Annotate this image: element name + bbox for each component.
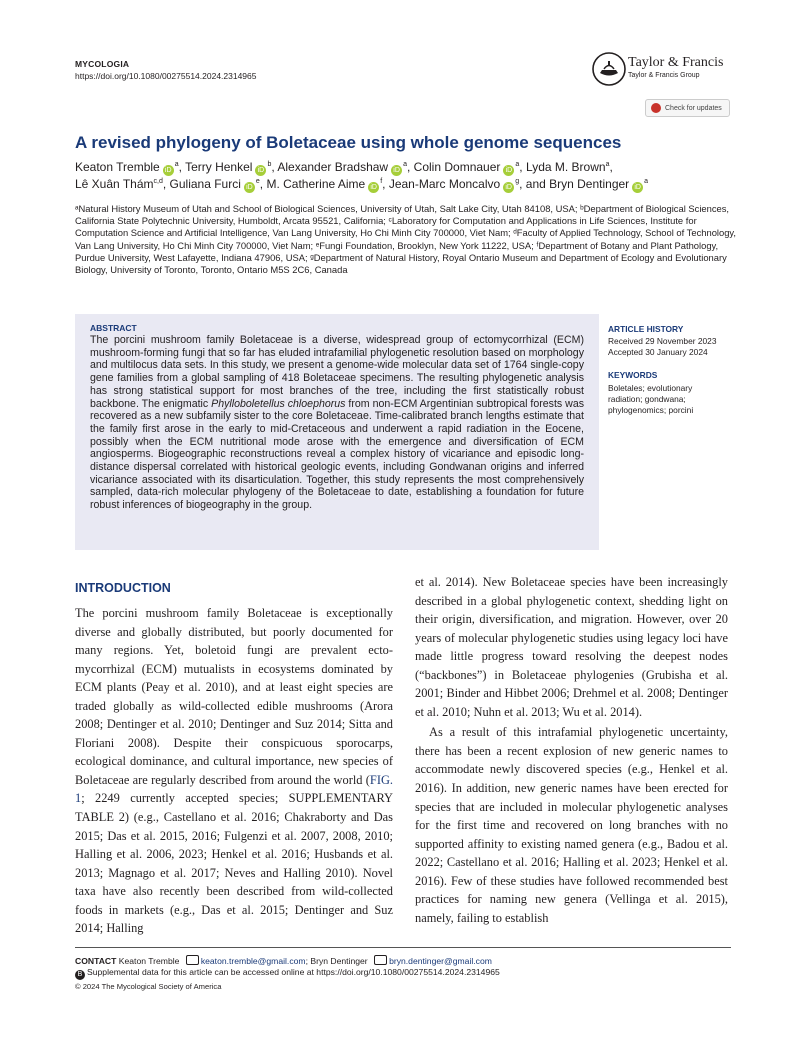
article-history-heading: ARTICLE HISTORY <box>608 324 684 334</box>
article-history <box>608 324 738 358</box>
author-affiliation-marker: a <box>605 161 610 168</box>
author-name: Terry Henkel <box>185 160 253 174</box>
keywords <box>608 370 718 416</box>
publisher-group: Taylor & Francis Group <box>628 72 700 79</box>
journal-name: MYCOLOGIA <box>75 59 130 69</box>
orcid-icon[interactable]: iD <box>632 182 643 193</box>
supplemental-icon: B <box>75 970 85 980</box>
species-name: Phylloboletellus chloephorus <box>211 397 346 410</box>
received-date: Received 29 November 2023 <box>608 336 717 346</box>
author-affiliation-marker: b <box>267 161 272 168</box>
author-name: M. Catherine Aime <box>266 177 366 191</box>
footer-divider <box>75 947 731 948</box>
orcid-icon[interactable]: iD <box>255 165 266 176</box>
author-list <box>75 159 735 193</box>
contact-line: CONTACT Keaton Tremble keaton.tremble@gmail.com; Bryn Dentinger bryn.dentinger@gmail.com <box>75 956 492 966</box>
orcid-icon[interactable]: iD <box>163 165 174 176</box>
abstract-heading: ABSTRACT <box>90 323 137 333</box>
check-updates-label: Check for updates <box>665 104 722 112</box>
introduction-heading: INTRODUCTION <box>75 581 171 595</box>
supplemental-line: B Supplemental data for this article can be accessed online at https://doi.org/10.1080/00275514.2024.2314965 <box>75 967 500 980</box>
article-doi-link[interactable]: https://doi.org/10.1080/00275514.2024.2314965 <box>75 71 257 81</box>
author-affiliation-marker: g <box>515 178 520 185</box>
accepted-date: Accepted 30 January 2024 <box>608 347 708 357</box>
orcid-icon[interactable]: iD <box>244 182 255 193</box>
author-affiliation-marker: a <box>403 161 407 168</box>
abstract-text: The porcini mushroom family Boletaceae is a diverse, widespread group of ectomycorrhizal (ECM) mushroom-forming fungi that so far has eluded intrafamilial phylogenetic resolution based on morphology and multilocus data sets. In this study, we present a genome-wide molecular data set of 1764 single-copy gene families from a global sampling of 418 Boletaceae specimens. The resulting phylogenetic analysis has strong statistical support for most branches of the tree, including the first statistically robust backbone. The enigmatic Phylloboletellus chloephorus from non-ECM Argentinian subtropical forests was recovered as a new subfamily sister to the core Boletaceae. Time-calibrated branch lengths estimate that the family first arose in the early to mid-Cretaceous and underwent a rapid radiation in the Eocene, possibly when the ECM nutritional mode arose with the emergence and diversification of ECM angiosperms. Biogeographic reconstructions reveal a complex history of vicariance and episodic long-distance dispersal correlated with historical geologic events, including Gondwanan origins and inferred vicariance associated with its disarticulation. Together, this study represents the most comprehensively sampled, data-rich molecular phylogeny of the Boletaceae to date, establishing a foundation for future robust inferences of biogeography in the group. <box>90 334 585 512</box>
email-icon <box>374 955 387 965</box>
copyright: © 2024 The Mycological Society of America <box>75 982 222 991</box>
author-name: Lê Xuân Thám <box>75 177 154 191</box>
author-name: Jean-Marc Moncalvo <box>388 177 501 191</box>
author-name: Guliana Furci <box>169 177 241 191</box>
author-affiliation-marker: c,d <box>153 178 163 185</box>
author-name: Alexander Bradshaw <box>277 160 389 174</box>
email-icon <box>186 955 199 965</box>
taylor-francis-logo-icon <box>592 52 626 86</box>
author-name: Colin Domnauer <box>413 160 501 174</box>
author-affiliation-marker: a <box>174 161 179 168</box>
orcid-icon[interactable]: iD <box>368 182 379 193</box>
author-name: Keaton Tremble <box>75 160 160 174</box>
orcid-icon[interactable]: iD <box>391 165 402 176</box>
author-affiliation-marker: f <box>380 178 383 185</box>
author-affiliation-marker: a <box>515 161 520 168</box>
author-name: Lyda M. Brown <box>525 160 606 174</box>
orcid-icon[interactable]: iD <box>503 182 514 193</box>
figure-1-link[interactable]: FIG. 1 <box>75 772 393 806</box>
publisher-name: Taylor & Francis <box>628 55 724 70</box>
body-column-right <box>415 573 728 927</box>
email-link[interactable]: keaton.tremble@gmail.com <box>200 956 306 966</box>
article-title: A revised phylogeny of Boletaceae using whole genome sequences <box>75 133 622 152</box>
orcid-icon[interactable]: iD <box>503 165 514 176</box>
keywords-list: Boletales; evolutionary radiation; gondwana; phylogenomics; porcini <box>608 383 694 415</box>
author-affiliation-marker: e <box>255 178 260 185</box>
author-line-2: Lê Xuân Thám$^{c,d}$, Guliana Furci $iD^e$, M. Catherine Aime $iD^f$, Jean-Marc Moncalvo $iD^g$, and Bryn Dentinger $iD^a$ <box>75 177 649 191</box>
paragraph: et al. 2014). New Boletaceae species have been increasingly described in a global phylogenetic context, shedding light on their origin, diversification, and migration. However, over 20 years of molecular phylogenetic studies using legacy loci have made little progress toward resolving the deepest nodes (“backbones”) in Boletaceae phylogenies (Grubisha et al. 2001; Binder and Hibbet 2006; Drehmel et al. 2008; Dentinger et al. 2010; Nuhn et al. 2013; Wu et al. 2014). <box>415 575 728 719</box>
author-line-1: Keaton Tremble $iD^a$, Terry Henkel $iD^b$, Alexander Bradshaw $iD^a$, Colin Domnauer $iD^a$, Lyda M. Brown$^a$, <box>75 160 613 174</box>
affiliations: ᵃNatural History Museum of Utah and School of Biological Sciences, University of Utah, Salt Lake City, Utah 84108, USA; ᵇDepartment of Biological Sciences, California State Polytechnic University, Humboldt, Arcata 95521, California; ᶜLaboratory for Computation and Applications in Life Sciences, Institute for Computation Science and Artificial Intelligence, Van Lang University, Ho Chi Minh City 700000, Viet Nam; ᵈFaculty of Applied Technology, School of Technology, Van Lang University, Ho Chi Minh City 700000, Viet Nam; ᵉFungi Foundation, Brooklyn, New York 11222, USA; ᶠDepartment of Botany and Plant Pathology, Purdue University, West Lafayette, Indiana 47906, USA; ᵍDepartment of Natural History, Royal Ontario Museum and Department of Ecology and Evolutionary Biology, University of Toronto, Toronto, Ontario M5S 2C6, Canada <box>75 203 737 276</box>
paragraph: As a result of this intrafamial phylogenetic uncertainty, there has been a recent explosion of new generic names to accommodate newly discovered species (e.g., Henkel et al. 2016). In addition, new generic names have been erected for species that are included in molecular phylogenetic analyses for the first time and recovered on long branches with no supported affinity to existing named genera (e.g., Badou et al. 2022; Castellano et al. 2016; Halling et al. 2023; Henkel et al. 2016). Few of these studies have followed recommended best practices for naming new genera (Vellinga et al. 2015), namely, failing to establish <box>415 725 728 925</box>
author-name: Bryn Dentinger <box>549 177 630 191</box>
check-for-updates-button[interactable] <box>645 99 730 117</box>
check-updates-icon <box>651 103 661 113</box>
email-link[interactable]: bryn.dentinger@gmail.com <box>389 956 492 966</box>
keywords-heading: KEYWORDS <box>608 370 658 380</box>
author-affiliation-marker: a <box>644 178 649 185</box>
body-column-left: The porcini mushroom family Boletaceae is exceptionally diverse and globally distributed, but poorly documented for many regions. Yet, boletoid fungi are prevalent ecto-mycorrhizal (ECM) mutualists in ecosystems dominated by ECM plants (Peay et al. 2010), and at least eight species are traded globally as wild-collected edible mushrooms (Arora 2008; Dentinger et al. 2010; Dentinger and Suz 2014; Sitta and Floriani 2008). Despite their conspicuous sporocarps, ecological dominance, and cultural importance, new species of Boletaceae are regularly described from around the world (FIG. 1; 2249 currently accepted species; SUPPLEMENTARY TABLE 2) (e.g., Castellano et al. 2016; Chakraborty and Das 2015; Das et al. 2015, 2016; Fulgenzi et al. 2007, 2008, 2010; Halling et al. 2006, 2023; Henkel et al. 2016; Husbands et al. 2013; Magnago et al. 2017; Neves and Halling 2010). Novel taxa have also recently been described from wild-collected foods in markets (e.g., Das et al. 2015; Dentinger and Suz 2014; Halling <box>75 606 393 936</box>
